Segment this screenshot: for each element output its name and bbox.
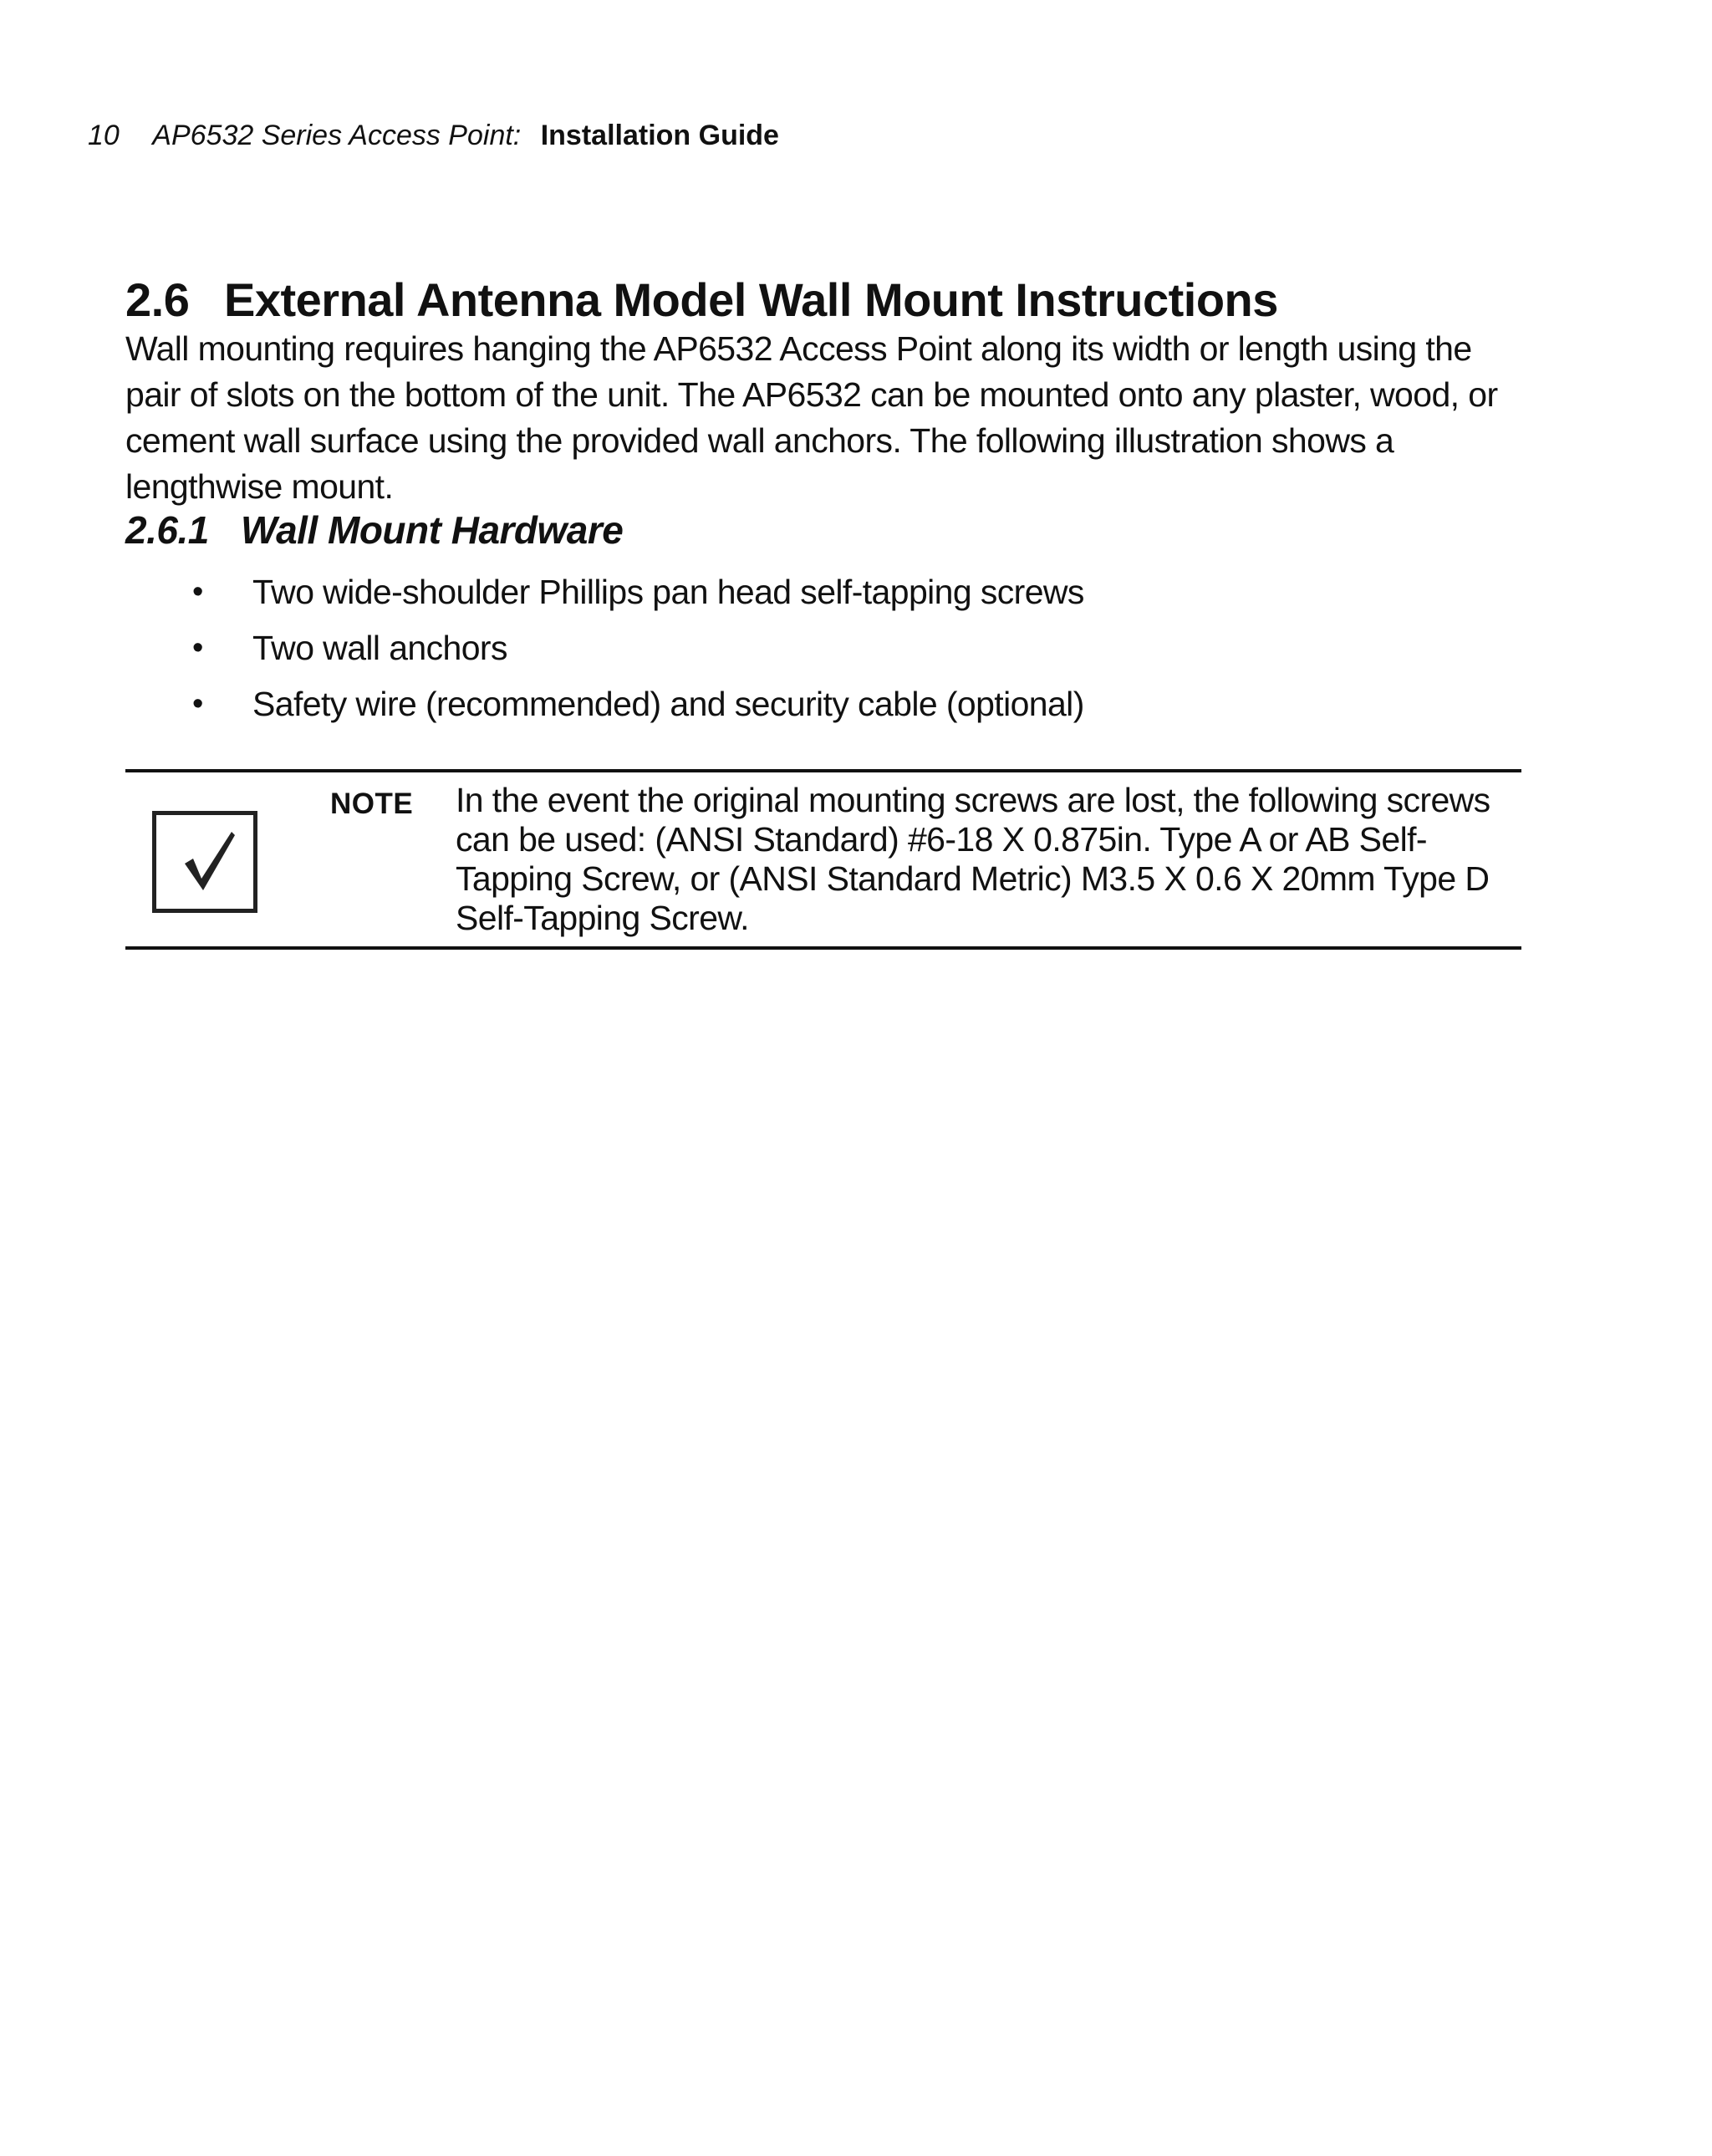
list-item: [192, 564, 1084, 620]
document-series: AP6532 Series Access Point:: [152, 120, 522, 151]
bullet-icon: •: [192, 630, 203, 665]
section-number: 2.6: [125, 273, 190, 326]
page-number: 10: [88, 120, 120, 151]
subsection-heading: [125, 507, 623, 553]
checkmark-icon: [152, 811, 257, 913]
section-title: External Antenna Model Wall Mount Instructions: [224, 273, 1278, 326]
list-item-text: Safety wire (recommended) and security cable (optional): [252, 685, 1084, 723]
note-text: In the event the original mounting screws are lost, the following screws can be used: (ANSI Standard) #6-18 X 0.875in. Type A or AB Self-Tapping Screw, or (ANSI Standard Metric) M3.5 X 0.6 X 20mm Type D Self-Tapping Screw.: [456, 781, 1490, 937]
bullet-icon: •: [192, 686, 203, 721]
running-header: [88, 119, 779, 152]
list-item-text: Two wide-shoulder Phillips pan head self-tapping screws: [252, 573, 1084, 611]
bullet-icon: •: [192, 574, 203, 609]
note-label: NOTE: [330, 787, 414, 820]
list-item: [192, 676, 1084, 732]
subsection-title: Wall Mount Hardware: [241, 508, 624, 552]
list-item: [192, 620, 1084, 676]
note-callout: [125, 769, 1521, 950]
section-body-paragraph: Wall mounting requires hanging the AP6532 Access Point along its width or length using the pair of slots on the bottom of the unit. The AP6532 can be mounted onto any plaster, wood, or cement wall surface using the provided wall anchors. The following illustration shows a lengthwise mount.: [125, 329, 1498, 506]
hardware-list: [192, 564, 1084, 732]
section-heading: [125, 273, 1278, 328]
subsection-number: 2.6.1: [125, 508, 209, 552]
document-title: Installation Guide: [540, 120, 779, 151]
list-item-text: Two wall anchors: [252, 629, 507, 667]
